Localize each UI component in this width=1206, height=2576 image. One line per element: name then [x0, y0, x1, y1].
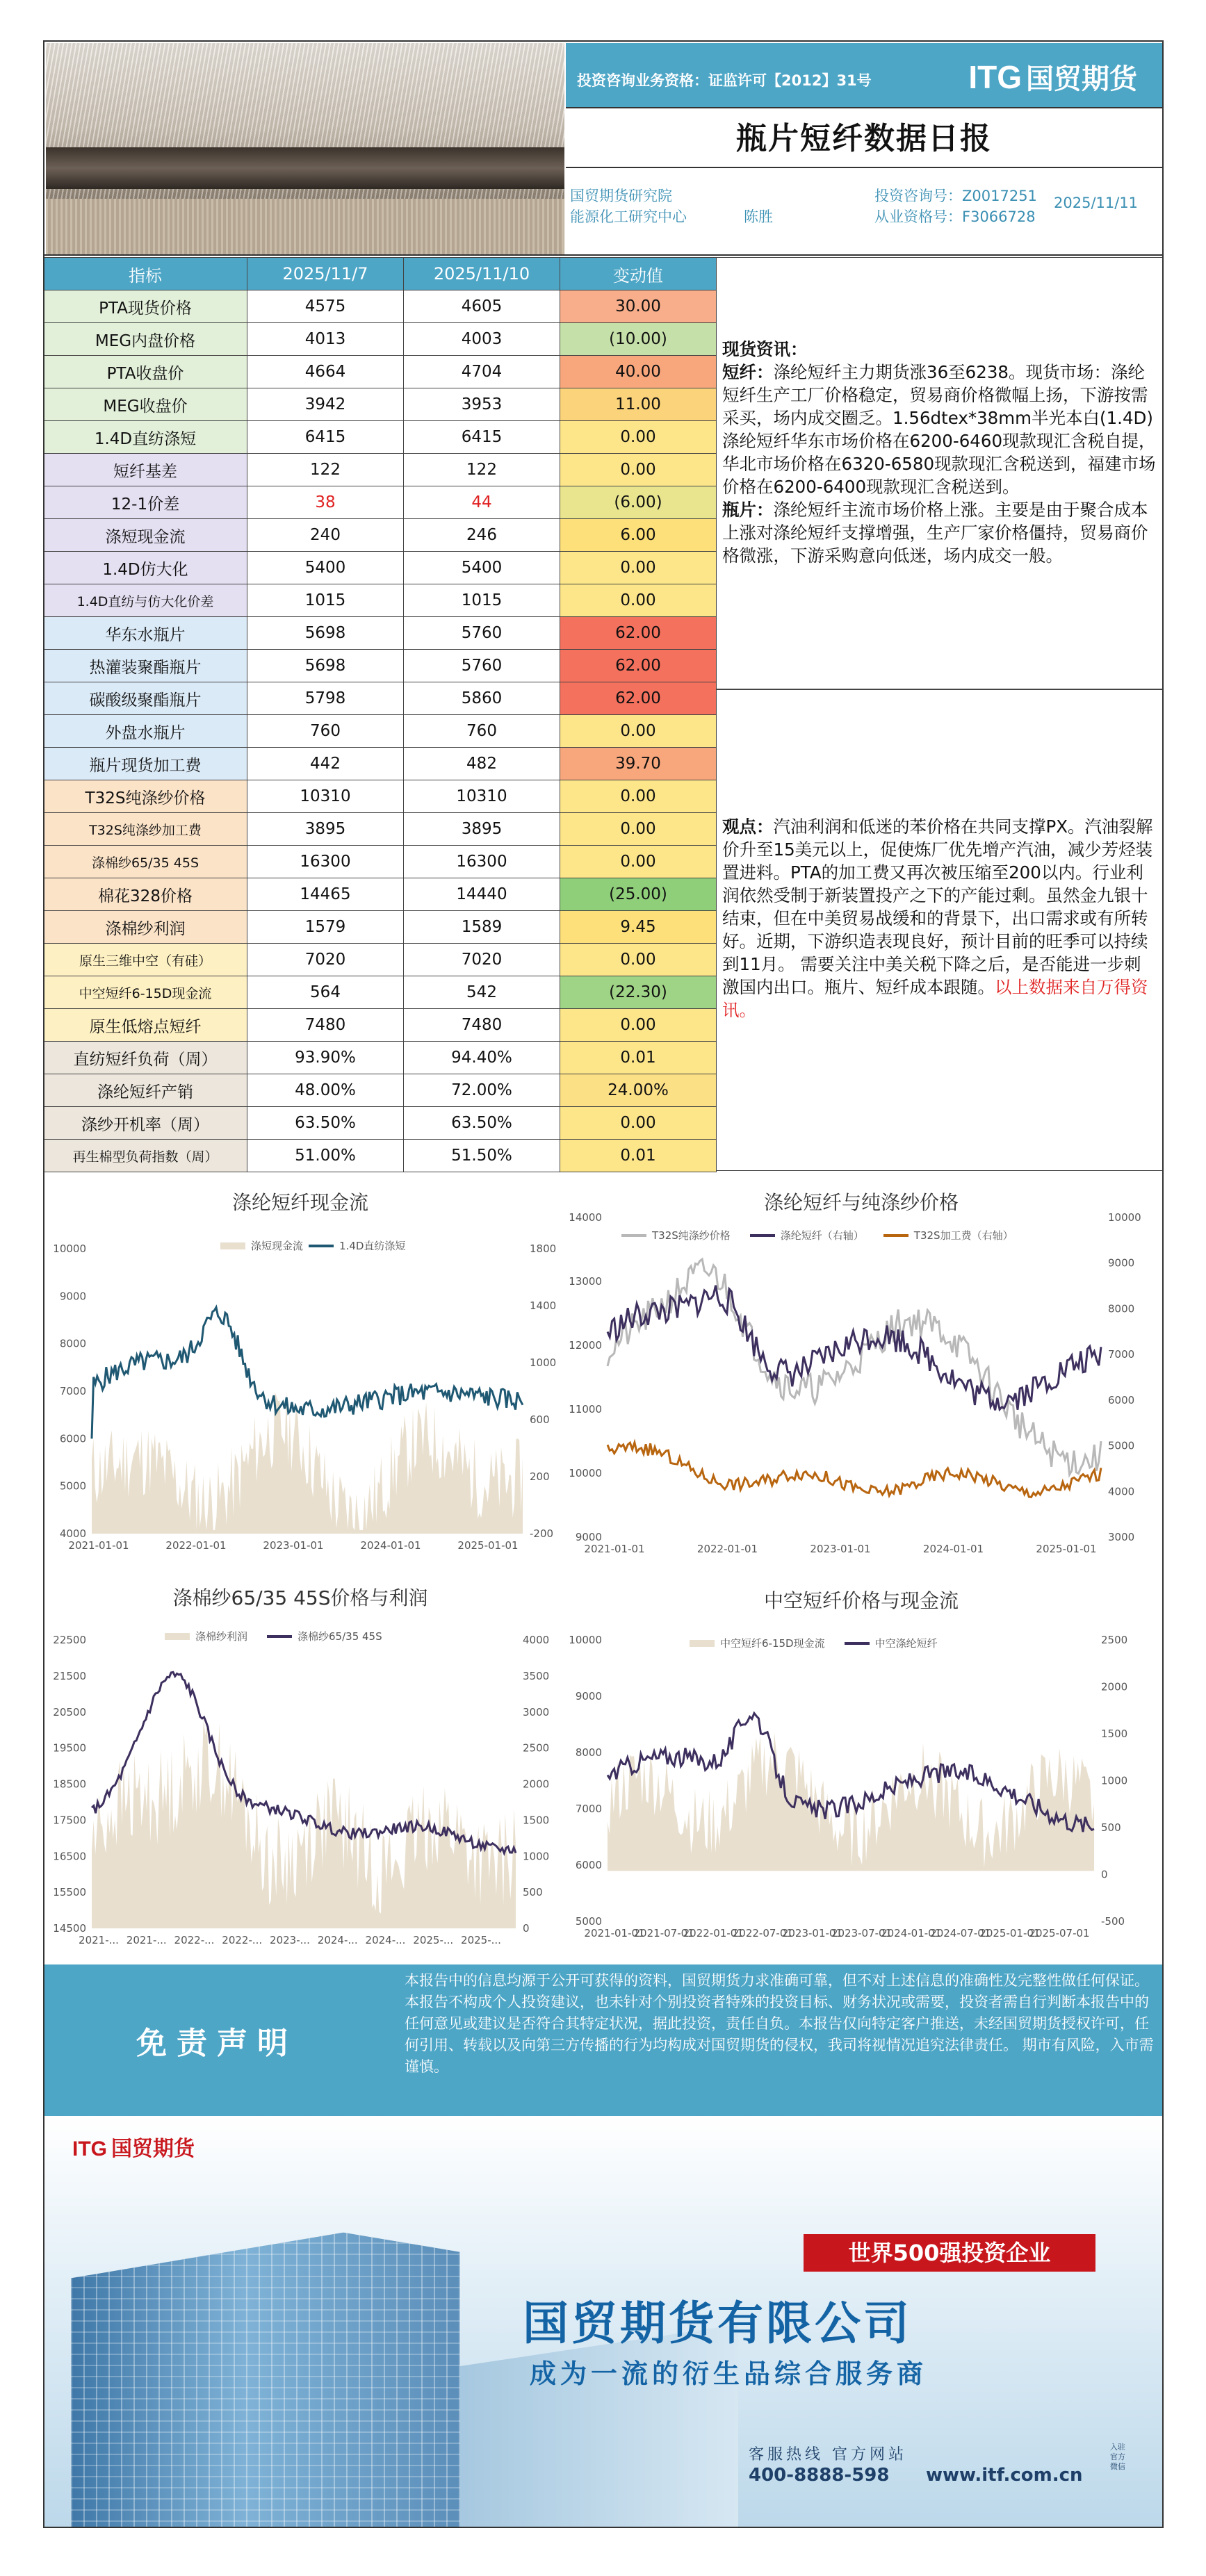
change-cell: 6.00 [560, 519, 717, 552]
value-date1-cell: 4664 [247, 356, 404, 388]
indicator-cell: 热灌装聚酯瓶片 [44, 650, 247, 682]
chart4-right-tick: 1500 [1101, 1728, 1128, 1740]
chart2-right-tick: 7000 [1108, 1348, 1135, 1361]
col-header-date1: 2025/11/7 [247, 258, 404, 290]
table-row [44, 944, 717, 976]
chart2-left-tick: 12000 [569, 1339, 602, 1352]
indicator-cell: 碳酸级聚酯瓶片 [44, 682, 247, 715]
value-date2-cell: 4605 [404, 290, 560, 323]
value-date2-cell: 4704 [404, 356, 560, 388]
chart4-x-tick: 2022-01-01 [683, 1927, 744, 1939]
analyst-name: 陈胜 [744, 208, 773, 225]
col-header-indicator: 指标 [44, 258, 247, 290]
value-date2-cell: 94.40% [404, 1042, 560, 1074]
indicator-table [43, 257, 717, 1172]
hotline-number: 400-8888-598 [749, 2465, 890, 2486]
value-date1-cell: 442 [247, 748, 404, 780]
chart2-legend-2: T32S加工费（右轴） [913, 1229, 1013, 1242]
indicator-cell: 12-1价差 [44, 486, 247, 519]
indicator-cell: PTA收盘价 [44, 356, 247, 388]
indicator-cell: 涤棉纱65/35 45S [44, 846, 247, 878]
change-cell: 40.00 [560, 356, 717, 388]
value-date2-cell: 6415 [404, 421, 560, 454]
change-cell: 0.00 [560, 715, 717, 748]
table-row [44, 519, 717, 552]
value-date2-cell: 63.50% [404, 1107, 560, 1140]
chart4-x-tick: 2025-01-01 [979, 1927, 1041, 1939]
sf-text: 涤纶短纤主力期货涨36至6238。现货市场：涤纶短纤生产工厂价格稳定，贸易商价格微幅上扬，下游按需采买，场内成交圈乏。1.56dtex*38mm半光本白(1.4D)涤纶短纤华东市场价格在6200-6460现款现汇含税自提，华北市场价格在6320-6580现款现汇含税送到，福建市场价格在6200-6400现款现汇含税送到。 [722, 362, 1156, 497]
table-row [44, 976, 717, 1009]
chart3-x-tick: 2024-... [317, 1934, 358, 1946]
value-date2-cell: 44 [404, 486, 560, 519]
chart2-legend-1: 涤纶短纤（右轴） [780, 1229, 864, 1242]
chart-tc-yarn [43, 1570, 557, 1963]
chart4-left-tick: 5000 [575, 1915, 602, 1928]
value-date2-cell: 16300 [404, 846, 560, 878]
value-date1-cell: 564 [247, 976, 404, 1009]
chart3-left-tick: 16500 [53, 1850, 86, 1863]
chart-fiber-yarn [559, 1172, 1164, 1568]
disclaimer-label: 免责声明 [136, 2026, 298, 2061]
indicator-cell: 外盘水瓶片 [44, 715, 247, 748]
chart3-right-tick: 2500 [523, 1741, 550, 1755]
value-date2-cell: 5760 [404, 617, 560, 650]
change-cell: 24.00% [560, 1074, 717, 1107]
institute-name: 国贸期货研究院 [570, 188, 672, 204]
change-cell: 0.01 [560, 1140, 717, 1172]
table-row [44, 584, 717, 617]
chart3-left-tick: 14500 [53, 1922, 86, 1935]
chart4-x-tick: 2024-07-01 [930, 1927, 991, 1939]
table-row [44, 780, 717, 813]
indicator-cell: 棉花328价格 [44, 878, 247, 911]
website-link[interactable]: www.itf.com.cn [926, 2465, 1083, 2486]
hollow-cashflow-area [608, 1733, 1094, 1871]
chart4-left-tick: 10000 [569, 1634, 602, 1646]
table-row [44, 290, 717, 323]
col-header-change: 变动值 [560, 258, 717, 290]
chart2-x-tick: 2025-01-01 [1036, 1543, 1097, 1555]
chart-cashflow [43, 1172, 557, 1568]
chart4-x-tick: 2021-07-01 [633, 1927, 694, 1939]
indicator-cell: T32S纯涤纱加工费 [44, 813, 247, 846]
chart2-left-tick: 11000 [569, 1403, 602, 1416]
chart3-left-tick: 21500 [53, 1669, 86, 1682]
chart1-svg [43, 1172, 557, 1568]
qualification-text: 投资咨询业务资格：证监许可【2012】31号 [577, 72, 872, 89]
cashflow-area [92, 1391, 523, 1534]
value-date1-cell: 1015 [247, 584, 404, 617]
value-date1-cell: 760 [247, 715, 404, 748]
value-date2-cell: 1589 [404, 911, 560, 944]
chart3-legend-1: 涤棉纱65/35 45S [298, 1630, 382, 1643]
chart3-x-tick: 2024-... [365, 1934, 406, 1946]
chart1-left-tick: 10000 [53, 1242, 86, 1255]
chart4-x-tick: 2023-07-01 [831, 1927, 893, 1939]
change-cell: 0.00 [560, 552, 717, 584]
consult-number: 投资咨询号：Z0017251 [874, 188, 1037, 204]
chart1-left-tick: 7000 [59, 1385, 86, 1397]
value-date1-cell: 7480 [247, 1009, 404, 1042]
change-cell: 0.00 [560, 944, 717, 976]
sf-label: 短纤： [722, 362, 774, 382]
chart3-x-tick: 2023-... [270, 1934, 310, 1946]
chart2-right-tick: 4000 [1108, 1485, 1135, 1498]
indicator-cell: MEG内盘价格 [44, 323, 247, 356]
chart4-x-tick: 2024-01-01 [881, 1927, 942, 1939]
chart4-x-tick: 2025-07-01 [1029, 1927, 1090, 1939]
table-header-row [44, 258, 717, 290]
value-date2-cell: 10310 [404, 780, 560, 813]
value-date1-cell: 38 [247, 486, 404, 519]
value-date1-cell: 51.00% [247, 1140, 404, 1172]
chart1-x-tick: 2021-01-01 [68, 1539, 129, 1552]
chart1-right-tick: 1000 [530, 1356, 557, 1369]
chart2-right-tick: 6000 [1108, 1393, 1135, 1406]
indicator-cell: 瓶片现货加工费 [44, 748, 247, 780]
table-row [44, 878, 717, 911]
table-row [44, 682, 717, 715]
table-row [44, 388, 717, 421]
chart1-right-tick: 1400 [530, 1299, 557, 1312]
chart4-x-tick: 2021-01-01 [584, 1927, 645, 1939]
table-row [44, 911, 717, 944]
chart2-x-tick: 2024-01-01 [922, 1543, 984, 1555]
chart4-x-tick: 2022-07-01 [732, 1927, 793, 1939]
chart3-legend-0: 涤棉纱利润 [195, 1630, 248, 1643]
processing-fee-line [608, 1443, 1101, 1498]
indicator-cell: 中空短纤6-15D现金流 [44, 976, 247, 1009]
chart-hollow-fiber [559, 1570, 1164, 1963]
fiber-price-line [92, 1307, 523, 1438]
value-date1-cell: 5698 [247, 617, 404, 650]
indicator-cell: MEG收盘价 [44, 388, 247, 421]
chart3-right-tick: 500 [523, 1886, 543, 1899]
report-header [43, 40, 1164, 256]
indicator-cell: 原生低熔点短纤 [44, 1009, 247, 1042]
chart2-svg [559, 1172, 1164, 1568]
value-date1-cell: 5698 [247, 650, 404, 682]
chart1-left-tick: 6000 [59, 1432, 86, 1445]
chart2-legend-0: T32S纯涤纱价格 [652, 1229, 731, 1242]
chart2-right-tick: 8000 [1108, 1302, 1135, 1315]
company-banner [43, 2116, 1164, 2528]
chart3-x-tick: 2022-... [222, 1934, 263, 1946]
spot-heading: 现货资讯： [722, 339, 808, 359]
chart4-right-tick: 1000 [1101, 1774, 1128, 1787]
chart2-left-tick: 13000 [569, 1275, 602, 1288]
banner-logo-text: 国贸期货 [111, 2137, 195, 2161]
logo-text: 国贸期货 [1026, 63, 1137, 95]
value-date1-cell: 6415 [247, 421, 404, 454]
chart2-title: 涤纶短纤与纯涤纱价格 [763, 1191, 959, 1214]
value-date2-cell: 1015 [404, 584, 560, 617]
practice-number: 从业资格号：F3066728 [874, 208, 1036, 225]
indicator-cell: 1.4D仿大化 [44, 552, 247, 584]
indicator-cell: 原生三维中空（有硅） [44, 944, 247, 976]
value-date2-cell: 246 [404, 519, 560, 552]
table-row [44, 454, 717, 486]
chart4-left-tick: 6000 [575, 1859, 602, 1871]
textile-loom-photo [46, 43, 564, 254]
value-date1-cell: 122 [247, 454, 404, 486]
fortune500-badge: 世界500强投资企业 [804, 2234, 1095, 2272]
chart4-left-tick: 9000 [575, 1690, 602, 1703]
table-row [44, 1107, 717, 1140]
chart1-x-tick: 2024-01-01 [360, 1539, 421, 1552]
change-cell: 62.00 [560, 650, 717, 682]
chart4-right-tick: 0 [1101, 1868, 1108, 1881]
chart3-x-tick: 2022-... [174, 1934, 215, 1946]
value-date2-cell: 3895 [404, 813, 560, 846]
chart2-right-tick: 3000 [1108, 1531, 1135, 1543]
change-cell: (25.00) [560, 878, 717, 911]
chart3-x-tick: 2021-... [126, 1934, 167, 1946]
yarn-price-line [608, 1259, 1101, 1475]
chart3-left-tick: 17500 [53, 1814, 86, 1827]
chart2-x-tick: 2021-01-01 [584, 1543, 645, 1555]
value-date1-cell: 4013 [247, 323, 404, 356]
indicator-cell: 华东水瓶片 [44, 617, 247, 650]
table-row [44, 323, 717, 356]
value-date1-cell: 3895 [247, 813, 404, 846]
itg-logo [968, 57, 1137, 97]
indicator-cell: 涤短现金流 [44, 519, 247, 552]
change-cell: 11.00 [560, 388, 717, 421]
value-date1-cell: 93.90% [247, 1042, 404, 1074]
chart4-svg [559, 1570, 1164, 1963]
indicator-cell: 1.4D直纺与仿大化价差 [44, 584, 247, 617]
chart4-right-tick: 2000 [1101, 1680, 1128, 1693]
table-row [44, 846, 717, 878]
chart4-legend-0: 中空短纤6-15D现金流 [720, 1637, 825, 1650]
change-cell: (22.30) [560, 976, 717, 1009]
profit-area [92, 1718, 516, 1928]
value-date2-cell: 72.00% [404, 1074, 560, 1107]
table-row [44, 650, 717, 682]
chart3-left-tick: 20500 [53, 1705, 86, 1718]
chart2-left-tick: 14000 [569, 1211, 602, 1224]
chart3-title: 涤棉纱65/35 45S价格与利润 [172, 1586, 428, 1609]
disclaimer-text: 本报告中的信息均源于公开可获得的资料，国贸期货力求准确可靠，但不对上述信息的准确性及完整性做任何保证。本报告不构成个人投资建议，也未针对个别投资者特殊的投资目标、财务状况或需要，投资者需自行判断本报告中的任何意见或建议是否符合其特定状况，据此投资，责任自负。本报告仅向特定客户推送，未经国贸期货授权许可，任何引用、转载以及向第三方传播的行为均构成对国贸期货的侵权，我司将视情况追究法律责任。 期市有风险，入市需谨慎。 [405, 1972, 1154, 2075]
chart1-right-tick: 1800 [530, 1242, 557, 1255]
change-cell: 0.00 [560, 1107, 717, 1140]
banner-logo-mark: ITG [72, 2138, 107, 2160]
chart3-right-tick: 2000 [523, 1778, 550, 1791]
chart1-right-tick: -200 [530, 1527, 554, 1540]
header-meta [566, 170, 1162, 254]
change-cell: 0.00 [560, 813, 717, 846]
chart3-left-tick: 18500 [53, 1778, 86, 1791]
table-row [44, 813, 717, 846]
chart1-right-tick: 200 [530, 1470, 550, 1483]
table-row [44, 715, 717, 748]
chart4-left-tick: 8000 [575, 1746, 602, 1759]
logo-mark: ITG [968, 59, 1022, 95]
indicator-cell: 涤纱开机率（周） [44, 1107, 247, 1140]
spot-news-box [716, 257, 1164, 689]
value-date1-cell: 5798 [247, 682, 404, 715]
fiber-price-line [608, 1286, 1101, 1411]
contact-label: 客服热线 官方网站 [749, 2446, 907, 2463]
chart1-legend-0: 涤短现金流 [251, 1240, 304, 1252]
value-date2-cell: 3953 [404, 388, 560, 421]
chart4-title: 中空短纤价格与现金流 [763, 1589, 959, 1612]
indicator-cell: 短纤基差 [44, 454, 247, 486]
chart2-right-tick: 9000 [1108, 1256, 1135, 1270]
pf-label: 瓶片： [722, 500, 774, 520]
chart1-x-tick: 2025-01-01 [457, 1539, 519, 1552]
indicator-cell: 1.4D直纺涤短 [44, 421, 247, 454]
chart2-left-tick: 10000 [569, 1467, 602, 1479]
value-date2-cell: 14440 [404, 878, 560, 911]
change-cell: 0.01 [560, 1042, 717, 1074]
change-cell: 0.00 [560, 421, 717, 454]
indicator-cell: 涤纶短纤产销 [44, 1074, 247, 1107]
chart4-right-tick: -500 [1101, 1915, 1125, 1928]
chart4-right-tick: 500 [1101, 1821, 1121, 1834]
view-box [716, 689, 1164, 1171]
chart3-left-tick: 15500 [53, 1886, 86, 1899]
report-title: 瓶片短纤数据日报 [566, 107, 1162, 168]
chart3-right-tick: 4000 [523, 1634, 550, 1646]
chart4-left-tick: 7000 [575, 1803, 602, 1815]
report-date: 2025/11/11 [1054, 195, 1139, 211]
change-cell: (6.00) [560, 486, 717, 519]
wechat-note: 入驻官方微信 [1110, 2443, 1125, 2471]
value-date1-cell: 5400 [247, 552, 404, 584]
chart2-right-tick: 10000 [1108, 1211, 1141, 1224]
office-building-image [71, 2206, 460, 2528]
chart3-x-tick: 2025-... [413, 1934, 454, 1946]
indicator-cell: 再生棉型负荷指数（周） [44, 1140, 247, 1172]
chart1-legend-1: 1.4D直纺涤短 [339, 1240, 406, 1252]
value-date2-cell: 482 [404, 748, 560, 780]
chart4-right-tick: 2500 [1101, 1634, 1128, 1646]
chart1-x-tick: 2022-01-01 [165, 1539, 227, 1552]
chart1-right-tick: 600 [530, 1413, 550, 1426]
company-slogan: 成为一流的衍生品综合服务商 [530, 2358, 928, 2389]
chart1-left-tick: 5000 [59, 1479, 86, 1493]
chart3-left-tick: 19500 [53, 1741, 86, 1755]
value-date2-cell: 51.50% [404, 1140, 560, 1172]
value-date2-cell: 7020 [404, 944, 560, 976]
indicator-cell: 直纺短纤负荷（周） [44, 1042, 247, 1074]
chart3-svg [43, 1570, 557, 1963]
chart1-title: 涤纶短纤现金流 [231, 1191, 368, 1214]
value-date2-cell: 5860 [404, 682, 560, 715]
change-cell: 9.45 [560, 911, 717, 944]
chart3-right-tick: 1500 [523, 1814, 550, 1827]
value-date2-cell: 760 [404, 715, 560, 748]
value-date2-cell: 542 [404, 976, 560, 1009]
chart1-x-tick: 2023-01-01 [263, 1539, 324, 1552]
chart3-left-tick: 22500 [53, 1634, 86, 1646]
change-cell: 62.00 [560, 617, 717, 650]
change-cell: 0.00 [560, 584, 717, 617]
value-date1-cell: 14465 [247, 878, 404, 911]
table-row [44, 1042, 717, 1074]
table-row [44, 356, 717, 388]
chart2-right-tick: 5000 [1108, 1439, 1135, 1452]
chart4-legend-1: 中空涤纶短纤 [874, 1637, 938, 1650]
table-row [44, 1009, 717, 1042]
header-band [566, 43, 1162, 107]
table-row [44, 421, 717, 454]
value-date1-cell: 1579 [247, 911, 404, 944]
banner-logo [72, 2131, 195, 2162]
value-date1-cell: 16300 [247, 846, 404, 878]
company-name: 国贸期货有限公司 [523, 2297, 912, 2350]
table-row [44, 1074, 717, 1107]
disclaimer-section [43, 1964, 1164, 2116]
data-source-note: 以上数据来自万得资讯。 [722, 977, 1148, 1020]
change-cell: 0.00 [560, 454, 717, 486]
table-row [44, 1140, 717, 1172]
value-date2-cell: 5760 [404, 650, 560, 682]
chart3-x-tick: 2021-... [79, 1934, 119, 1946]
chart4-x-tick: 2023-01-01 [781, 1927, 843, 1939]
value-date1-cell: 48.00% [247, 1074, 404, 1107]
value-date1-cell: 4575 [247, 290, 404, 323]
view-text: 汽油利润和低迷的苯价格在共同支撑PX。汽油裂解价升至15美元以上，促使炼厂优先增产汽油，减少芳烃装置进料。PTA的加工费又再次被压缩至200以内。行业利润依然受制于新装置投产之下的产能过剩。虽然金九银十结束，但在中美贸易战缓和的背景下，出口需求或有所转好。近期，下游织造表现良好，预计目前的旺季可以持续到11月。 需要关注中美关税下降之后，是否能进一步刺激国内出口。瓶片、短纤成本跟随。 [722, 817, 1153, 997]
change-cell: 30.00 [560, 290, 717, 323]
chart3-x-tick: 2025-... [461, 1934, 501, 1946]
value-date1-cell: 10310 [247, 780, 404, 813]
chart1-left-tick: 4000 [59, 1527, 86, 1540]
change-cell: 39.70 [560, 748, 717, 780]
table-row [44, 748, 717, 780]
chart3-right-tick: 1000 [523, 1850, 550, 1863]
hollow-fiber-price-line [608, 1713, 1094, 1832]
indicator-cell: PTA现货价格 [44, 290, 247, 323]
view-label: 观点： [722, 817, 774, 837]
value-date1-cell: 7020 [247, 944, 404, 976]
value-date2-cell: 122 [404, 454, 560, 486]
chart1-left-tick: 9000 [59, 1290, 86, 1303]
chart2-left-tick: 9000 [575, 1531, 602, 1543]
change-cell: (10.00) [560, 323, 717, 356]
chart2-x-tick: 2023-01-01 [810, 1543, 871, 1555]
table-row [44, 486, 717, 519]
table-row [44, 552, 717, 584]
col-header-date2: 2025/11/10 [404, 258, 560, 290]
chart1-left-tick: 8000 [59, 1337, 86, 1350]
indicator-cell: T32S纯涤纱价格 [44, 780, 247, 813]
change-cell: 0.00 [560, 780, 717, 813]
chart3-right-tick: 3500 [523, 1669, 550, 1682]
change-cell: 62.00 [560, 682, 717, 715]
value-date2-cell: 7480 [404, 1009, 560, 1042]
value-date1-cell: 63.50% [247, 1107, 404, 1140]
chart3-right-tick: 3000 [523, 1705, 550, 1718]
change-cell: 0.00 [560, 1009, 717, 1042]
value-date2-cell: 5400 [404, 552, 560, 584]
pf-text: 涤纶短纤主流市场价格上涨。主要是由于聚合成本上涨对涤纶短纤支撑增强，生产厂家价格僵持，贸易商价格微涨，下游采购意向低迷，场内成交一般。 [722, 500, 1148, 566]
center-name: 能源化工研究中心 [570, 208, 687, 225]
indicator-cell: 涤棉纱利润 [44, 911, 247, 944]
change-cell: 0.00 [560, 846, 717, 878]
table-row [44, 617, 717, 650]
value-date1-cell: 3942 [247, 388, 404, 421]
chart2-x-tick: 2022-01-01 [696, 1543, 758, 1555]
value-date1-cell: 240 [247, 519, 404, 552]
value-date2-cell: 4003 [404, 323, 560, 356]
chart3-right-tick: 0 [523, 1922, 530, 1935]
